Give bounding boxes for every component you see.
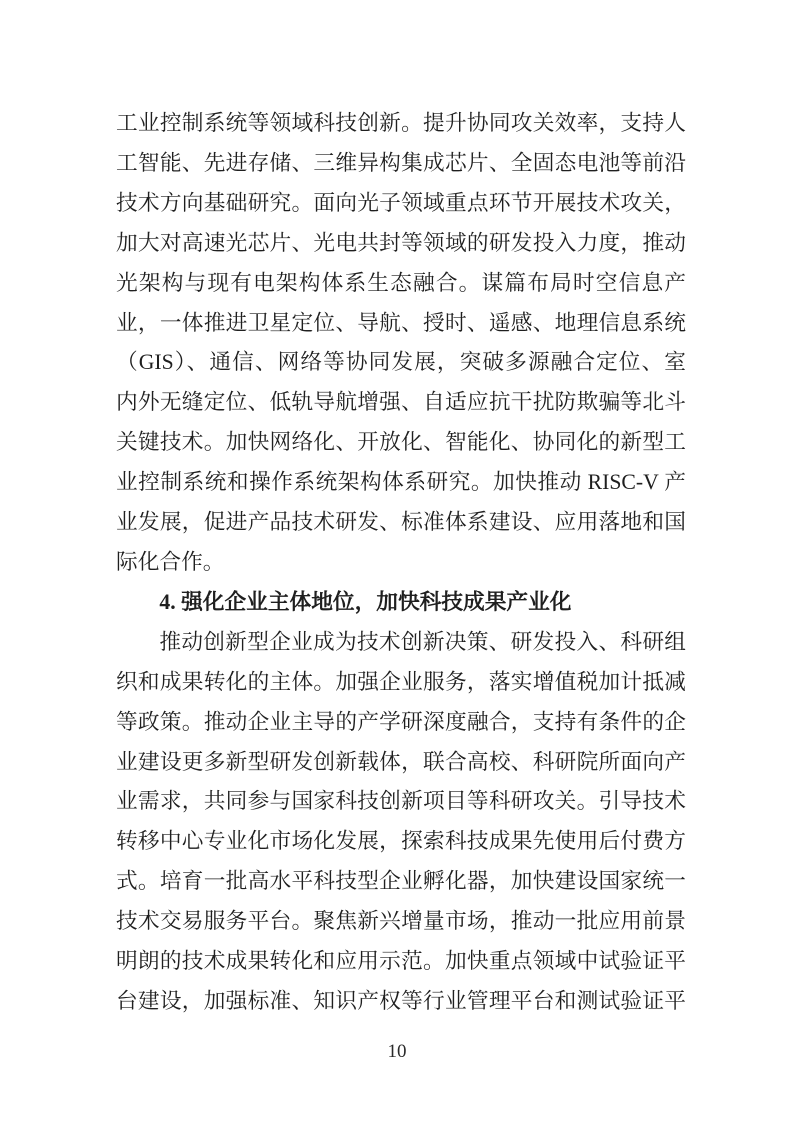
text-line: 内外无缝定位、低轨导航增强、自适应抗干扰防欺骗等北斗 [116,390,686,415]
page-number: 10 [387,1041,407,1062]
text-line: 等政策。推动企业主导的产学研深度融合，支持有条件的企 [116,709,686,734]
text-line: 明朗的技术成果转化和应用示范。加快重点领域中试验证平 [116,949,686,974]
text-line: 关键技术。加快网络化、开放化、智能化、协同化的新型工 [116,430,686,455]
text-line: （GIS）、通信、网络等协同发展，突破多源融合定位、室 [116,350,686,375]
text-line: 业建设更多新型研发创新载体，联合高校、科研院所面向产 [116,749,686,774]
text-line: 业需求，共同参与国家科技创新项目等科研攻关。引导技术 [116,789,686,814]
text-line: 光架构与现有电架构体系生态融合。谋篇布局时空信息产 [116,270,686,295]
text-line: 技术方向基础研究。面向光子领域重点环节开展技术攻关， [116,190,686,215]
text-line: 业发展，促进产品技术研发、标准体系建设、应用落地和国 [116,510,686,535]
text-line: 工智能、先进存储、三维异构集成芯片、全固态电池等前沿 [116,150,686,175]
text-line: 业，一体推进卫星定位、导航、授时、遥感、地理信息系统 [116,310,686,335]
text-line: 转移中心专业化市场化发展，探索科技成果先使用后付费方 [116,829,686,854]
text-line: 台建设，加强标准、知识产权等行业管理平台和测试验证平 [116,988,686,1013]
text-line: 工业控制系统等领域科技创新。提升协同攻关效率，支持人 [116,111,686,135]
text-line: 式。培育一批高水平科技型企业孵化器，加快建设国家统一 [116,869,686,894]
section-heading: 4. 强化企业主体地位，加快科技成果产业化 [159,589,572,614]
text-line: 推动创新型企业成为技术创新决策、研发投入、科研组 [159,629,686,654]
text-line: 加大对高速光芯片、光电共封等领域的研发投入力度，推动 [116,230,686,255]
text-line: 际化合作。 [116,549,225,574]
text-line: 业控制系统和操作系统架构体系研究。加快推动 RISC-V 产 [116,470,686,495]
text-line: 技术交易服务平台。聚焦新兴增量市场，推动一批应用前景 [116,909,686,934]
text-line: 织和成果转化的主体。加强企业服务，落实增值税加计抵减 [116,669,686,694]
document-body [116,104,686,1022]
